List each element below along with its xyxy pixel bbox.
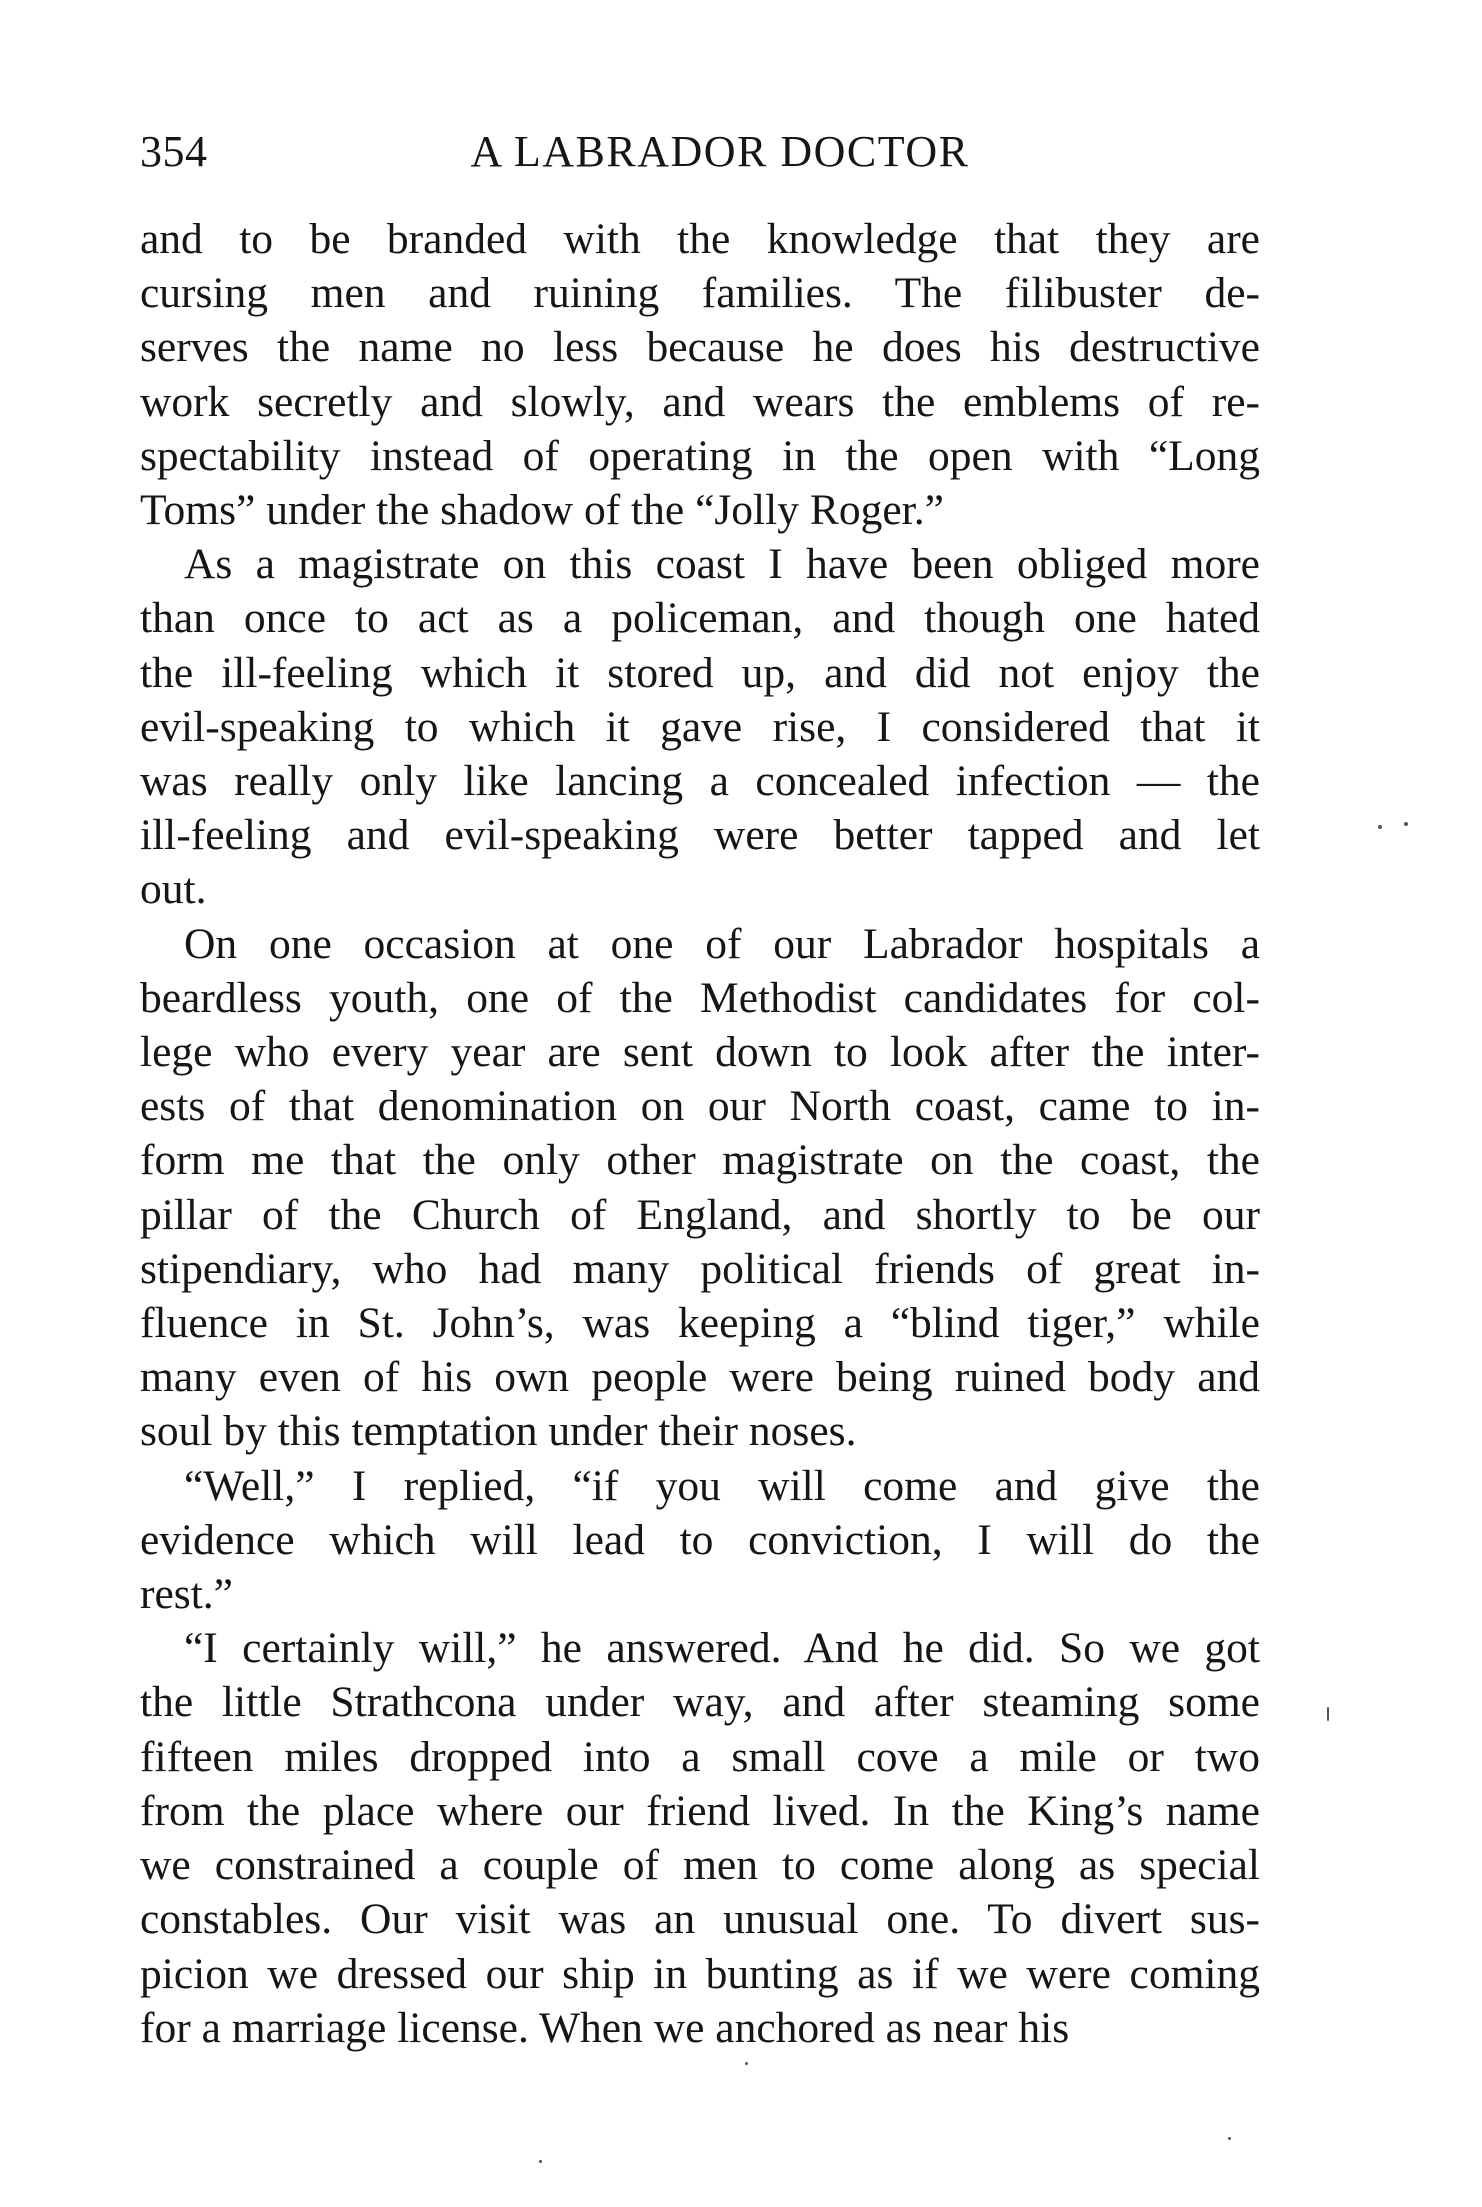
- text-line: ill-feeling and evil-speaking were better tapped and let: [140, 811, 1260, 860]
- text-line: the little Strathcona under way, and after steaming some: [140, 1678, 1260, 1727]
- text-line: “Well,” I replied, “if you will come and give the: [184, 1461, 1260, 1510]
- text-line: spectability instead of operating in the open with “Long: [140, 431, 1260, 480]
- text-line: work secretly and slowly, and wears the emblems of re-: [140, 377, 1260, 426]
- scan-speck: [539, 2160, 542, 2163]
- text-line: from the place where our friend lived. In the King’s name: [140, 1786, 1260, 1835]
- scan-speck: [1404, 822, 1408, 826]
- text-line: Toms” under the shadow of the “Jolly Roger.”: [140, 486, 944, 535]
- text-line: lege who every year are sent down to look after the inter-: [140, 1028, 1260, 1077]
- page-header: [140, 122, 1260, 182]
- text-line: evidence which will lead to conviction, I will do the: [140, 1515, 1260, 1564]
- scan-speck: [745, 2062, 748, 2065]
- scan-speck: [1378, 825, 1382, 829]
- text-line: rest.”: [140, 1570, 233, 1619]
- text-line: form me that the only other magistrate on the coast, the: [140, 1136, 1260, 1185]
- text-line: for a marriage license. When we anchored as near his: [140, 2003, 1070, 2052]
- text-line: evil-speaking to which it gave rise, I considered that it: [140, 702, 1260, 751]
- text-line: serves the name no less because he does his destructive: [140, 323, 1260, 372]
- text-line: On one occasion at one of our Labrador hospitals a: [184, 919, 1260, 968]
- text-line: the ill-feeling which it stored up, and did not enjoy the: [140, 648, 1260, 697]
- scan-speck: [1228, 2137, 1231, 2140]
- text-line: As a magistrate on this coast I have been obliged more: [184, 540, 1260, 589]
- text-line: than once to act as a policeman, and though one hated: [140, 594, 1260, 643]
- text-line: fifteen miles dropped into a small cove a mile or two: [140, 1732, 1260, 1781]
- text-line: “I certainly will,” he answered. And he did. So we got: [184, 1624, 1260, 1673]
- text-line: ests of that denomination on our North coast, came to in-: [140, 1082, 1260, 1131]
- text-line: fluence in St. John’s, was keeping a “blind tiger,” while: [140, 1299, 1260, 1348]
- running-head: A LABRADOR DOCTOR: [470, 127, 970, 176]
- text-line: out.: [140, 865, 207, 914]
- text-line: stipendiary, who had many political friends of great in-: [140, 1244, 1260, 1293]
- text-line: soul by this temptation under their noses.: [140, 1407, 857, 1456]
- scan-speck: [1327, 1707, 1329, 1721]
- text-line: and to be branded with the knowledge that they are: [140, 215, 1260, 263]
- text-line: constables. Our visit was an unusual one. To divert sus-: [140, 1895, 1260, 1944]
- text-line: we constrained a couple of men to come along as special: [140, 1841, 1260, 1890]
- body-text: [140, 212, 1260, 2055]
- page-number: 354: [140, 127, 208, 176]
- text-line: picion we dressed our ship in bunting as if we were coming: [140, 1949, 1260, 1998]
- text-line: cursing men and ruining families. The filibuster de-: [140, 269, 1260, 318]
- text-line: beardless youth, one of the Methodist candidates for col-: [140, 973, 1260, 1022]
- text-line: many even of his own people were being ruined body and: [140, 1353, 1260, 1402]
- text-line: was really only like lancing a concealed infection — the: [140, 757, 1260, 806]
- text-line: pillar of the Church of England, and shortly to be our: [140, 1190, 1260, 1239]
